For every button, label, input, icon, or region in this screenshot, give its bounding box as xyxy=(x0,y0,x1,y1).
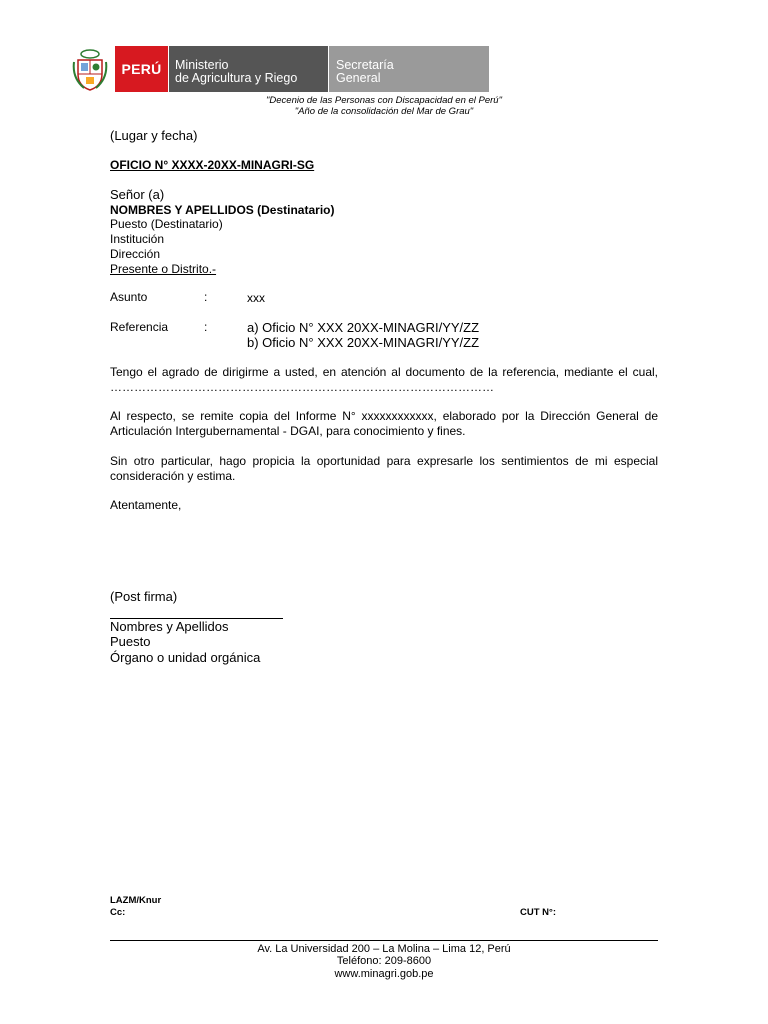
footer-phone: Teléfono: 209-8600 xyxy=(336,955,432,967)
place-date: (Lugar y fecha) xyxy=(110,128,198,143)
closing: Atentamente, xyxy=(110,498,182,512)
office-line-2: General xyxy=(336,71,381,85)
ministry-line-1: Ministerio xyxy=(175,58,229,72)
reference-b: b) Oficio N° XXX 20XX-MINAGRI/YY/ZZ xyxy=(247,335,480,350)
footer-address: Av. La Universidad 200 – La Molina – Lima 12, Perú xyxy=(257,943,511,955)
recipient-position: Puesto (Destinatario) xyxy=(110,217,223,231)
oficio-number: OFICIO N° XXXX-20XX-MINAGRI-SG xyxy=(110,158,315,172)
logo-country-text: PERÚ xyxy=(121,61,162,77)
office-line-1: Secretaría xyxy=(336,58,394,72)
signer-name: Nombres y Apellidos xyxy=(110,619,229,634)
cc-label: Cc: xyxy=(110,907,126,918)
motto-line-1: "Decenio de las Personas con Discapacidad en el Perú" xyxy=(266,95,502,106)
office-logo xyxy=(329,46,489,92)
reference-colon: : xyxy=(204,320,208,334)
paragraph-2: Al respecto, se remite copia del Informe N° xxxxxxxxxxxx, elaborado por la Dirección General de Articulación Intergubernamental - DGAI, para conocimiento y fines. xyxy=(110,409,658,438)
footer-website: www.minagri.gob.pe xyxy=(334,968,434,980)
ministry-line-2: de Agricultura y Riego xyxy=(175,71,298,85)
reference-label: Referencia xyxy=(110,320,169,334)
cut-label: CUT N°: xyxy=(520,907,556,918)
paragraph-3: Sin otro particular, hago propicia la oportunidad para expresarle los sentimientos de mi especial consideración y estima. xyxy=(110,454,658,483)
signer-unit: Órgano o unidad orgánica xyxy=(110,650,261,665)
signer-position: Puesto xyxy=(110,634,151,649)
peru-logo xyxy=(115,46,168,92)
recipient-institution: Institución xyxy=(110,232,165,246)
subject-colon: : xyxy=(204,290,208,304)
recipient-city: Presente o Distrito.- xyxy=(110,262,217,276)
footer-divider xyxy=(110,940,658,941)
paragraph-1: Tengo el agrado de dirigirme a usted, en atención al documento de la referencia, mediante el cual, …………………………………………………………………………………… xyxy=(110,365,658,394)
recipient-name: NOMBRES Y APELLIDOS (Destinatario) xyxy=(110,203,335,217)
subject-label: Asunto xyxy=(110,290,148,304)
salutation: Señor (a) xyxy=(110,187,165,202)
peru-coat-of-arms-icon xyxy=(72,48,108,92)
post-signature: (Post firma) xyxy=(110,589,178,604)
motto-line-2: "Año de la consolidación del Mar de Grau" xyxy=(294,106,474,117)
reference-a: a) Oficio N° XXX 20XX-MINAGRI/YY/ZZ xyxy=(247,320,480,335)
subject-value: xxx xyxy=(247,291,265,305)
initials: LAZM/Knur xyxy=(110,895,162,906)
recipient-address: Dirección xyxy=(110,247,161,261)
ministry-logo xyxy=(169,46,328,92)
